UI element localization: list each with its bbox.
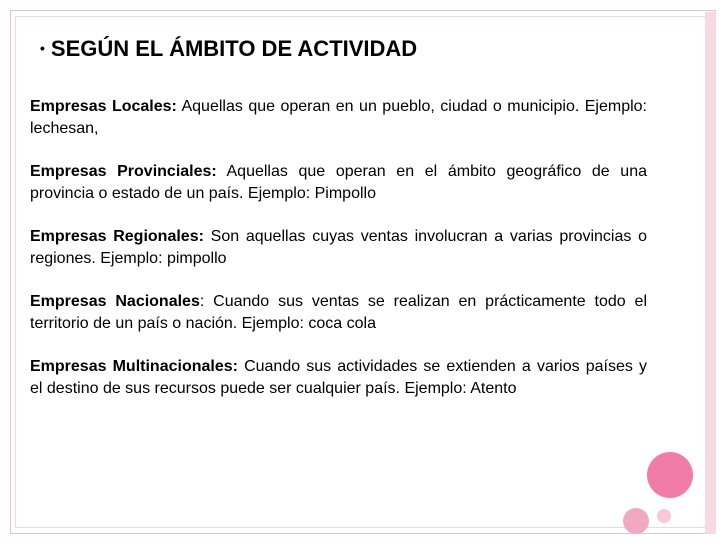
term-label: Empresas Regionales:	[30, 228, 204, 245]
term-label: Empresas Locales:	[30, 98, 177, 115]
paragraph-provinciales	[30, 161, 647, 205]
slide-content	[30, 96, 647, 421]
paragraph-multinacionales	[30, 356, 647, 400]
decorative-side-strip	[705, 12, 716, 534]
paragraph-regionales	[30, 226, 647, 270]
decorative-circle-tiny	[657, 509, 671, 523]
bullet-icon: •	[40, 40, 45, 56]
term-label: Empresas Provinciales:	[30, 163, 217, 180]
term-description: : Cuando sus ventas se realizan en prácticamente todo el territorio de un país o nación. Ejemplo: coca cola	[30, 293, 647, 332]
slide-heading	[40, 36, 417, 62]
heading-text: SEGÚN EL ÁMBITO DE ACTIVIDAD	[50, 36, 418, 61]
paragraph-locales	[30, 96, 647, 140]
term-description: Aquellas que operan en un pueblo, ciudad o municipio. Ejemplo: lechesan,	[30, 98, 648, 137]
term-label: Empresas Nacionales	[30, 293, 200, 310]
term-description: Cuando sus actividades se extienden a varios países y el destino de sus recursos puede ser cualquier país. Ejemplo: Atento	[30, 358, 647, 397]
term-description: Son aquellas cuyas ventas involucran a varias provincias o regiones. Ejemplo: pimpollo	[30, 228, 648, 267]
term-label: Empresas Multinacionales:	[30, 358, 238, 375]
paragraph-nacionales	[30, 291, 647, 335]
decorative-circle-large	[647, 452, 693, 498]
term-description: Aquellas que operan en el ámbito geográfico de una provincia o estado de un país. Ejemplo: Pimpollo	[30, 163, 647, 202]
decorative-circle-small	[623, 508, 649, 534]
